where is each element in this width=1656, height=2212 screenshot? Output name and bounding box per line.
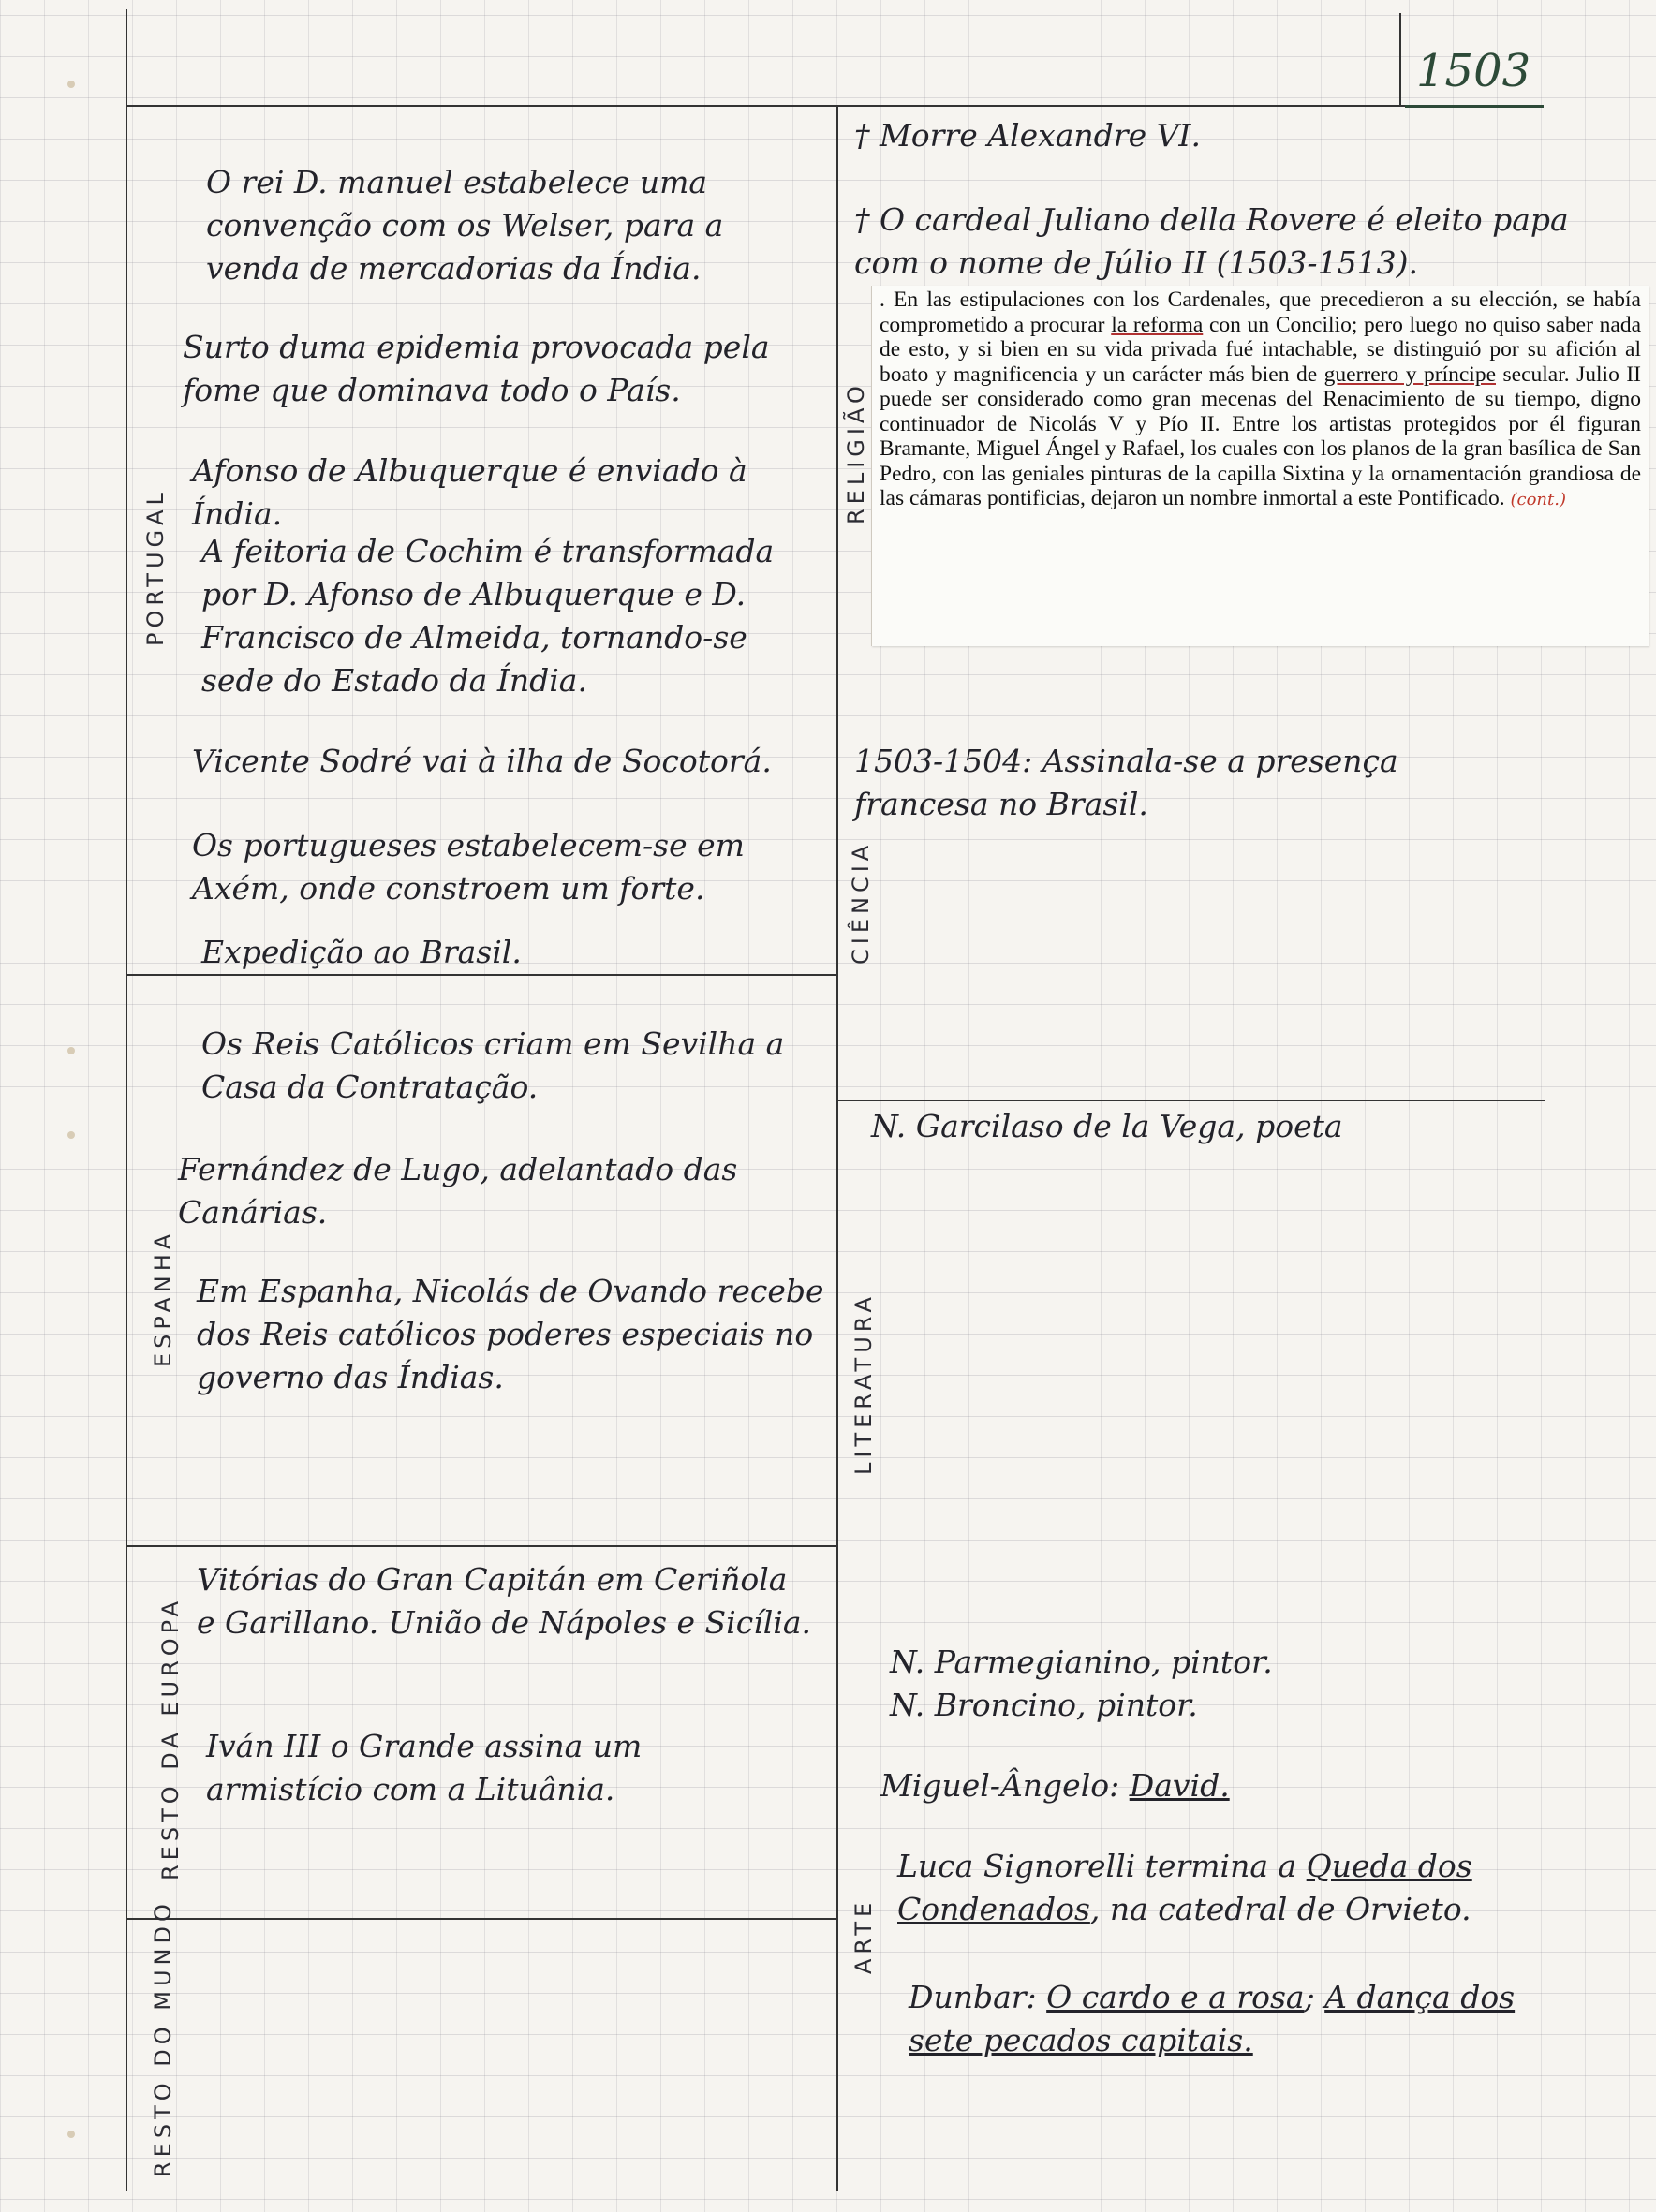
ciencia-entry: 1503-1504: Assinala-se a presença francesa no Brasil. [854,743,1398,822]
europa-entry: Iván III o Grande assina um armistício com a Lituânia. [206,1728,643,1807]
portugal-entry: Afonso de Albuquerque é enviado à Índia. [192,452,747,532]
portugal-entry: A feitoria de Cochim é transformada por D. Afonso de Albuquerque e D. Francisco de Almeida, tornando-se sede do Estado da Índia. [201,533,775,699]
punch-hole [67,2131,75,2138]
arte-text: Luca Signorelli termina a [897,1848,1307,1884]
section-label-espanha: ESPANHA [150,1229,176,1367]
divider-ciencia-literatura [837,1100,1545,1101]
punch-hole [67,1047,75,1054]
clipping-underlined: guerrero y príncipe [1323,361,1496,387]
header-divider [1399,13,1401,105]
arte-text: Dunbar: [909,1979,1047,2015]
portugal-entry: Surto duma epidemia provocada pela fome que dominava todo o País. [183,329,770,408]
section-label-resto-mundo: RESTO DO MUNDO [150,1899,176,2177]
divider-portugal-espanha [126,974,837,976]
clipping-underlined: la reforma [1111,312,1204,337]
arte-entry [890,1641,1527,1727]
section-label-religiao: RELIGIÃO [843,381,869,524]
section-label-resto-europa: RESTO DA EUROPA [157,1596,184,1880]
arte-entry [880,1764,1536,1807]
artwork-title: A dança dos sete pecados capitais. [909,1979,1516,2058]
arte-entry [897,1845,1553,1931]
divider-espanha-europa [126,1545,837,1547]
year-underline [1405,105,1544,108]
portugal-entry: Expedição ao Brasil. [201,934,522,970]
portugal-entry: Os portugueses estabelecem-se em Axém, onde constroem um forte. [192,827,745,907]
clipping-text: secular. Julio II puede ser considerado como gran mecenas del Renacimiento de su tiempo, digno continuador de Nicolás V y Pío II. Entre los artistas protegidos por él figuran Bramante, Miguel Ángel y Rafael, los cuales con los planos de la gran basílica de San Pedro, con las geniales pinturas de la capilla Sixtina y la ornamentación grandiosa de las cámaras pontificias, dejaron un nombre inmortal a este Pontificado. [880,361,1641,510]
punch-hole [67,1131,75,1139]
portugal-entry: O rei D. manuel estabelece uma convenção com os Welser, para a venda de mercadorias da Índia. [206,164,724,287]
header-rule [126,105,1542,107]
section-label-literatura: LITERATURA [850,1292,877,1475]
divider-europa-mundo [126,1918,837,1920]
arte-line: N. Broncino, pintor. [890,1687,1198,1723]
center-divider [836,105,838,2191]
arte-text: ; [1304,1979,1325,2015]
arte-text: , na catedral de Orvieto. [1089,1891,1471,1927]
espanha-entry: Os Reis Católicos criam em Sevilha a Casa da Contratação. [201,1025,785,1105]
artwork-title: Queda dos Condenados [897,1848,1472,1927]
clipping-text: con un Concilio; pero luego no quiso saber nada de esto, y si bien en su vida privada fué intachable, se distinguió por su afición al boato y magnificencia y un carácter más bien de [880,312,1641,387]
literatura-entry: N. Garcilaso de la Vega, poeta [871,1108,1343,1144]
religiao-entry: † Morre Alexandre VI. [854,117,1201,154]
arte-entry [909,1976,1545,2062]
artwork-title: David. [1129,1767,1230,1804]
clipping-text: . En las estipulaciones con los Cardenales, que precedieron a su elección, se había comprometido a procurar [880,288,1641,337]
espanha-entry: Fernández de Lugo, adelantado das Canárias. [178,1151,738,1231]
artwork-title: O cardo e a rosa [1046,1979,1305,2015]
portugal-entry: Vicente Sodré vai à ilha de Socotorá. [192,743,772,779]
section-label-arte: ARTE [850,1897,877,1974]
punch-hole [67,81,75,88]
arte-line: N. Parmegianino, pintor. [890,1644,1273,1680]
year-number: 1503 [1416,45,1531,97]
europa-entry: Vitórias do Gran Capitán em Ceriñola e Garillano. União de Nápoles e Sicília. [197,1561,812,1641]
espanha-entry: Em Espanha, Nicolás de Ovando recebe dos Reis católicos poderes especiais no governo das Índias. [197,1273,824,1395]
left-margin-line [126,9,127,2191]
arte-text: Miguel-Ângelo: [880,1767,1130,1804]
section-label-portugal: PORTUGAL [142,488,169,646]
newspaper-clipping [871,286,1649,646]
religiao-entry: † O cardeal Juliano della Rovere é eleito papa com o nome de Júlio II (1503-1513). [854,201,1569,281]
continued-note: (cont.) [1510,490,1566,509]
section-label-ciencia: CIÊNCIA [848,840,874,965]
